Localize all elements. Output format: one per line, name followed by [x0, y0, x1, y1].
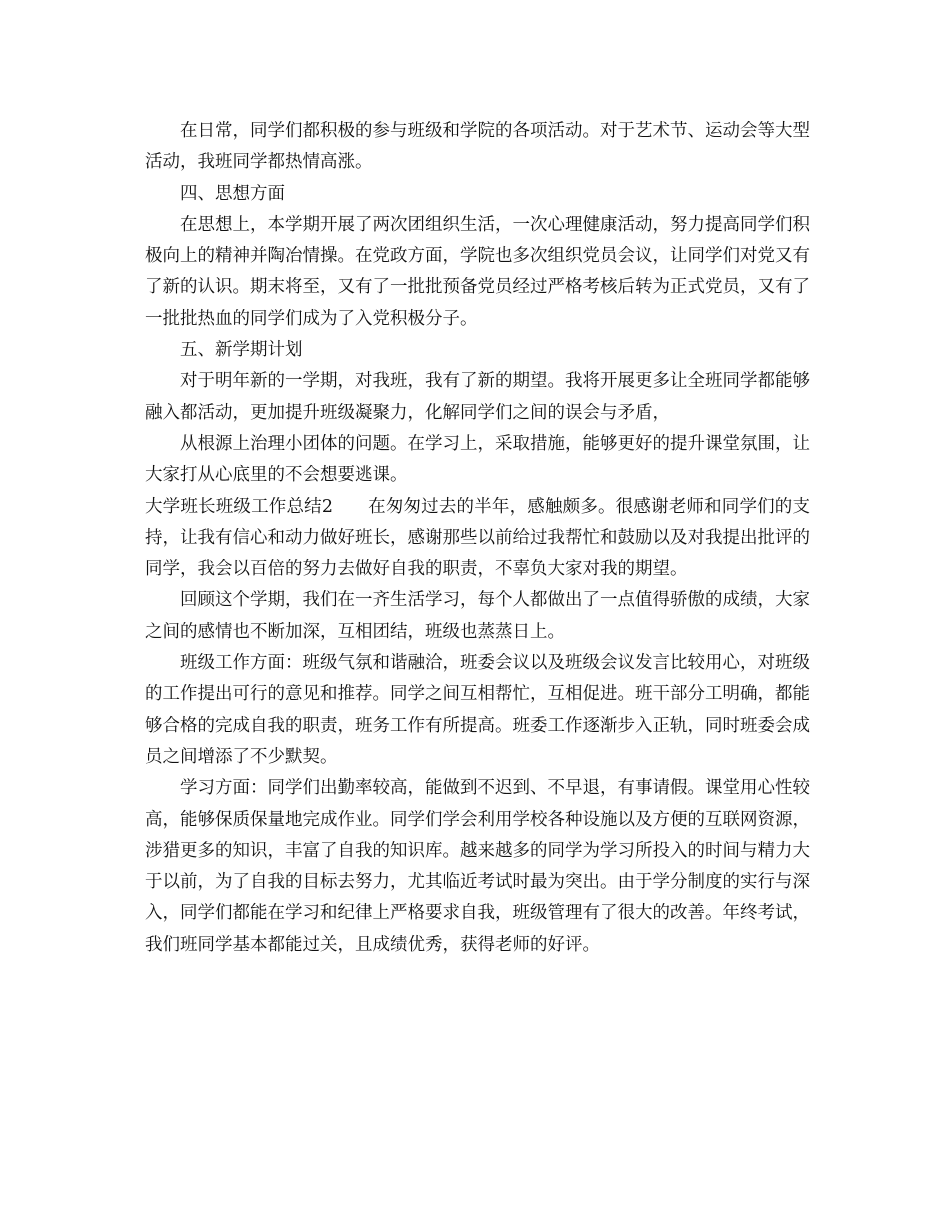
paragraph-review-semester: 回顾这个学期，我们在一齐生活学习，每个人都做出了一点值得骄傲的成绩，大家之间的感情也不断加深，互相团结，班级也蒸蒸日上。: [145, 590, 810, 642]
document-body: [145, 116, 810, 961]
paragraph-daily-activities: 在日常，同学们都积极的参与班级和学院的各项活动。对于艺术节、运动会等大型活动，我班同学都热情高涨。: [145, 121, 810, 173]
section-heading-thought: 四、思想方面: [180, 183, 285, 204]
paragraph-study: 学习方面：同学们出勤率较高，能做到不迟到、不早退，有事请假。课堂用心性较高，能够保质保量地完成作业。同学们学会利用学校各种设施以及方便的互联网资源，涉猎更多的知识，丰富了自我的知识库。越来越多的同学为学习所投入的时间与精力大于以前，为了自我的目标去努力，尤其临近考试时最为突出。由于学分制度的实行与深入，同学们都能在学习和纪律上严格要求自我，班级管理有了很大的改善。年终考试，我们班同学基本都能过关，且成绩优秀，获得老师的好评。: [145, 778, 810, 955]
paragraph-summary-2-intro: [145, 492, 810, 586]
paragraph-small-groups: 从根源上治理小团体的问题。在学习上，采取措施，能够更好的提升课堂氛围，让大家打从心底里的不会想要逃课。: [145, 433, 810, 486]
summary-2-intro-text: 在匆匆过去的半年，感触颇多。很感谢老师和同学们的支持，让我有信心和动力做好班长，感谢那些以前给过我帮忙和鼓励以及对我提出批评的同学，我会以百倍的努力去做好自我的职责，不辜负大家对我的期望。: [145, 496, 810, 580]
paragraph-thought: 在思想上，本学期开展了两次团组织生活，一次心理健康活动，努力提高同学们积极向上的精神并陶冶情操。在党政方面，学院也多次组织党员会议，让同学们对党又有了新的认识。期末将至，又有了一批批预备党员经过严格考核后转为正式党员，又有了一批批热血的同学们成为了入党积极分子。: [145, 214, 810, 329]
paragraph-class-work: 班级工作方面：班级气氛和谐融洽，班委会议以及班级会议发言比较用心，对班级的工作提出可行的意见和推荐。同学之间互相帮忙，互相促进。班干部分工明确，都能够合格的完成自我的职责，班务工作有所提高。班委工作逐渐步入正轨，同时班委会成员之间增添了不少默契。: [145, 653, 810, 767]
paragraph-new-term-expectation: 对于明年新的一学期，对我班，我有了新的期望。我将开展更多让全班同学都能够融入都活动，更加提升班级凝聚力，化解同学们之间的误会与矛盾，: [145, 371, 810, 423]
section-heading-new-term-plan: 五、新学期计划: [180, 340, 303, 361]
document-title-summary-2: 大学班长班级工作总结2: [145, 496, 333, 517]
